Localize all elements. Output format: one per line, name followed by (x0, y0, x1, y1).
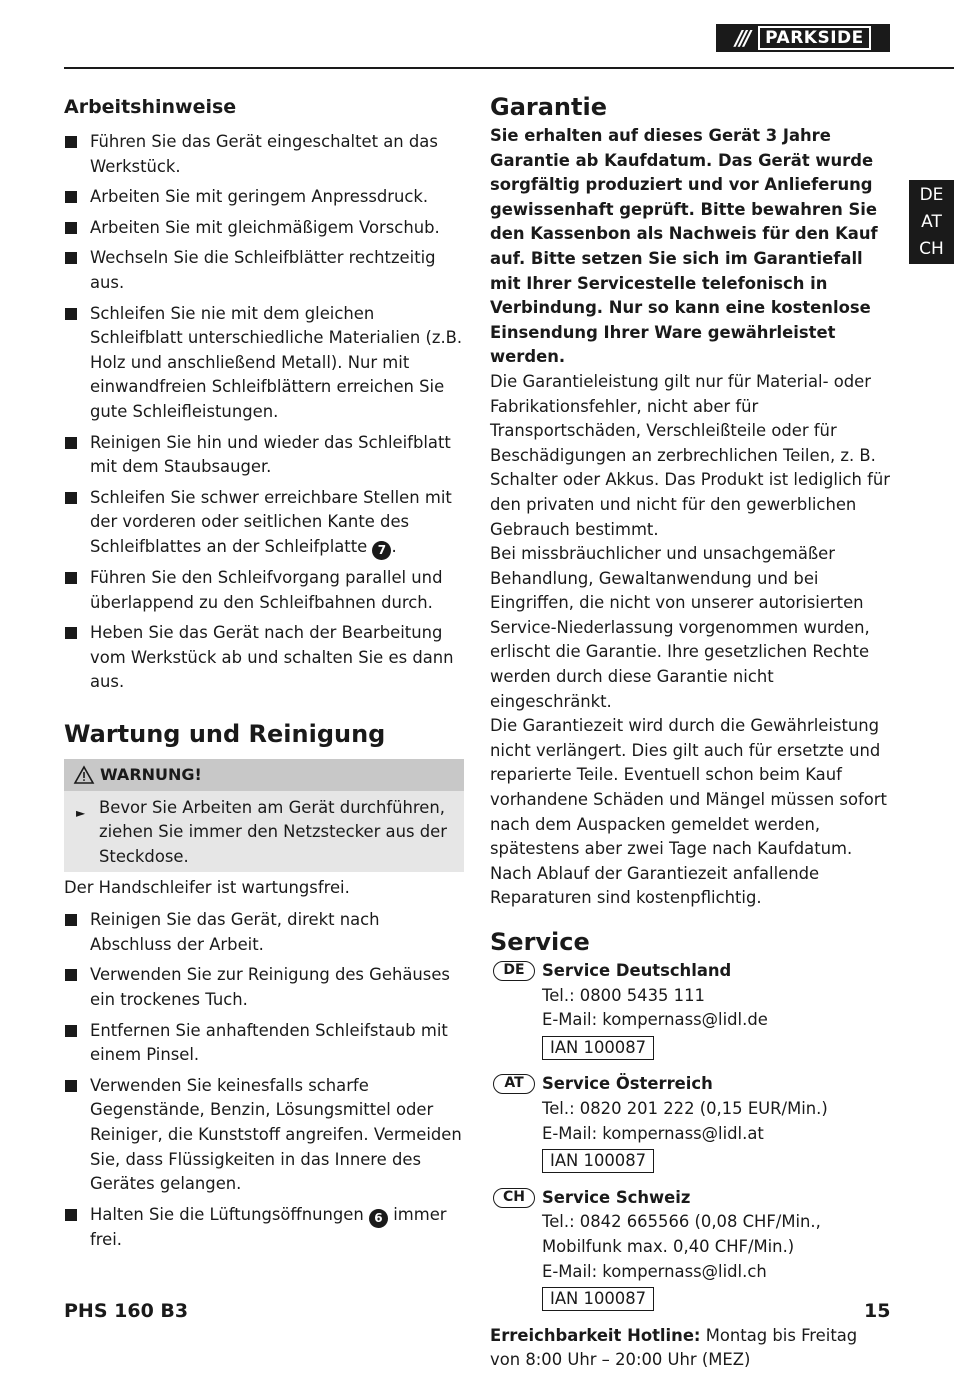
garantie-paragraph-2: Bei missbräuchlicher und unsachgemäßer Behandlung, Gewaltanwendung und bei Eingriffen, die nicht von unserer autorisierten Service-Niederlassung vorgenommen wurden, erlischt die Garantie. Ihre gesetzlichen Rechte werden durch diese Garantie nicht eingeschränkt. (490, 544, 870, 711)
list-item: Führen Sie den Schleifvorgang parallel und überlappend zu den Schleifbahnen durch. (64, 566, 464, 615)
country-badge: CH (493, 1188, 535, 1208)
list-item (64, 1203, 464, 1253)
list-item: Entfernen Sie anhaftenden Schleifstaub mit einem Pinsel. (64, 1019, 464, 1068)
warning-header (64, 759, 464, 791)
list-item: Führen Sie das Gerät eingeschaltet an das Werkstück. (64, 130, 464, 179)
arbeitshinweise-list (64, 130, 464, 695)
ian-box: IAN 100087 (542, 1287, 654, 1311)
service-heading: Service (490, 928, 590, 956)
list-item: Verwenden Sie keinesfalls scharfe Gegenstände, Benzin, Lösungsmittel oder Reiniger, die Kunststoff angreifen. Vermeiden Sie, dass Flüssigkeiten in das Innere des Gerätes gelangen. (64, 1074, 464, 1197)
service-mobile: Mobilfunk max. 0,40 CHF/Min.) (542, 1236, 795, 1256)
list-item: Arbeiten Sie mit geringem Anpressdruck. (64, 185, 464, 210)
wartung-list (64, 908, 464, 1252)
lang-at: AT (921, 211, 942, 232)
warning-label: WARNUNG! (100, 764, 202, 784)
header-rule (64, 67, 954, 69)
service-email: E-Mail: kompernass@lidl.ch (542, 1261, 767, 1281)
left-column (64, 92, 464, 1258)
list-item: Verwenden Sie zur Reinigung des Gehäuses ein trockenes Tuch. (64, 963, 464, 1012)
lang-de: DE (919, 184, 944, 205)
service-email: E-Mail: kompernass@lidl.at (542, 1123, 764, 1143)
list-item: Schleifen Sie schwer erreichbare Stellen mit der vorderen oder seitlichen Kante des Schleifblattes an der Schleifplatte 7 . (64, 486, 464, 560)
garantie-paragraph-3: Die Garantiezeit wird durch die Gewährleistung nicht verlängert. Dies gilt auch für ersetzte und reparierte Teile. Eventuell schon beim Kauf vorhandene Schäden und Mängel müssen sofort nach dem Auspacken gemeldet werden, spätestens aber zwei Tage nach Kaufdatum. Nach Ablauf der Garantiezeit anfallende Reparaturen sind kostenpflichtig. (490, 716, 887, 908)
list-item: Schleifen Sie nie mit dem gleichen Schleifblatt unterschiedliche Materialien (z.B. Holz und anschließend Metall). Nur mit einwandfreien Schleifblättern erreichen Sie gute Schleifleistungen. (64, 302, 464, 425)
list-item: Reinigen Sie das Gerät, direkt nach Abschluss der Arbeit. (64, 908, 464, 957)
garantie-bold-text: Sie erhalten auf dieses Gerät 3 Jahre Garantie ab Kaufdatum. Das Gerät wurde sorgfältig produziert und vor Anlieferung gewissenhaft geprüft. Bitte bewahren Sie den Kassenbon als Nachweis für den Kauf auf. Bitte setzen Sie sich im Garantiefall mit Ihrer Servicestelle telefonisch in Verbindung. Nur so kann eine kostenlose Einsendung Ihrer Ware gewährleistet werden. (490, 126, 878, 367)
warning-body (64, 791, 464, 872)
ian-box: IAN 100087 (542, 1149, 654, 1173)
warning-text: Bevor Sie Arbeiten am Gerät durchführen, ziehen Sie immer den Netzstecker aus der Steckdose. (99, 797, 447, 867)
country-badge: AT (493, 1074, 535, 1094)
hotline-info (490, 1324, 892, 1373)
warning-triangle-icon (74, 766, 94, 784)
brand-name: PARKSIDE (758, 26, 871, 50)
service-entry-de (490, 959, 892, 1060)
service-name: Service Schweiz (542, 1187, 691, 1207)
garantie-heading: Garantie (490, 93, 607, 121)
language-tab (909, 180, 954, 264)
list-item-text: immer frei. (90, 1204, 447, 1249)
service-phone: Tel.: 0842 665566 (0,08 CHF/Min., (542, 1212, 821, 1232)
service-email: E-Mail: kompernass@lidl.de (542, 1010, 768, 1030)
right-column (490, 92, 892, 1373)
service-name: Service Österreich (542, 1074, 713, 1094)
warning-box (64, 759, 464, 872)
reference-number-badge: 6 (369, 1209, 388, 1228)
arrow-icon: ► (76, 805, 86, 820)
service-entry-at (490, 1072, 892, 1173)
service-name: Service Deutschland (542, 961, 732, 980)
footer-model: PHS 160 B3 (64, 1300, 189, 1322)
wartung-intro: Der Handschleifer ist wartungsfrei. (64, 877, 350, 897)
country-badge: DE (493, 961, 535, 981)
parkside-logo (716, 24, 890, 52)
hotline-label: Erreichbarkeit Hotline: (490, 1325, 701, 1345)
wartung-heading: Wartung und Reinigung (64, 719, 386, 748)
list-item: Arbeiten Sie mit gleichmäßigem Vorschub. (64, 216, 464, 241)
service-phone: Tel.: 0800 5435 111 (542, 985, 705, 1005)
page-number: 15 (864, 1300, 891, 1322)
arbeitshinweise-heading: Arbeitshinweise (64, 96, 237, 118)
lang-ch: CH (919, 238, 944, 259)
list-item: Wechseln Sie die Schleifblätter rechtzeitig aus. (64, 246, 464, 295)
list-item-text: Schleifen Sie schwer erreichbare Stellen mit der vorderen oder seitlichen Kante des Schleifblattes an der Schleifplatte (90, 487, 452, 556)
hotline-text: Montag bis Freitag von 8:00 Uhr – 20:00 Uhr (MEZ) (490, 1325, 858, 1370)
reference-number-badge: 7 (372, 541, 391, 560)
brand-slashes: /// (735, 26, 749, 50)
list-item: Reinigen Sie hin und wieder das Schleifblatt mit dem Staubsauger. (64, 431, 464, 480)
service-phone: Tel.: 0820 201 222 (0,15 EUR/Min.) (542, 1098, 828, 1118)
service-entry-ch (490, 1186, 892, 1312)
ian-box: IAN 100087 (542, 1036, 654, 1060)
list-item: Heben Sie das Gerät nach der Bearbeitung vom Werkstück ab und schalten Sie es dann aus. (64, 621, 464, 695)
list-item-text: Halten Sie die Lüftungsöffnungen (90, 1204, 364, 1224)
garantie-paragraph-1: Die Garantieleistung gilt nur für Material- oder Fabrikationsfehler, nicht aber für Transportschäden, Verschleißteile oder für Beschädigungen an zerbrechlichen Teilen, z. B. Schalter oder Akkus. Das Produkt ist lediglich für den privaten und nicht für den gewerblichen Gebrauch bestimmt. (490, 371, 891, 539)
